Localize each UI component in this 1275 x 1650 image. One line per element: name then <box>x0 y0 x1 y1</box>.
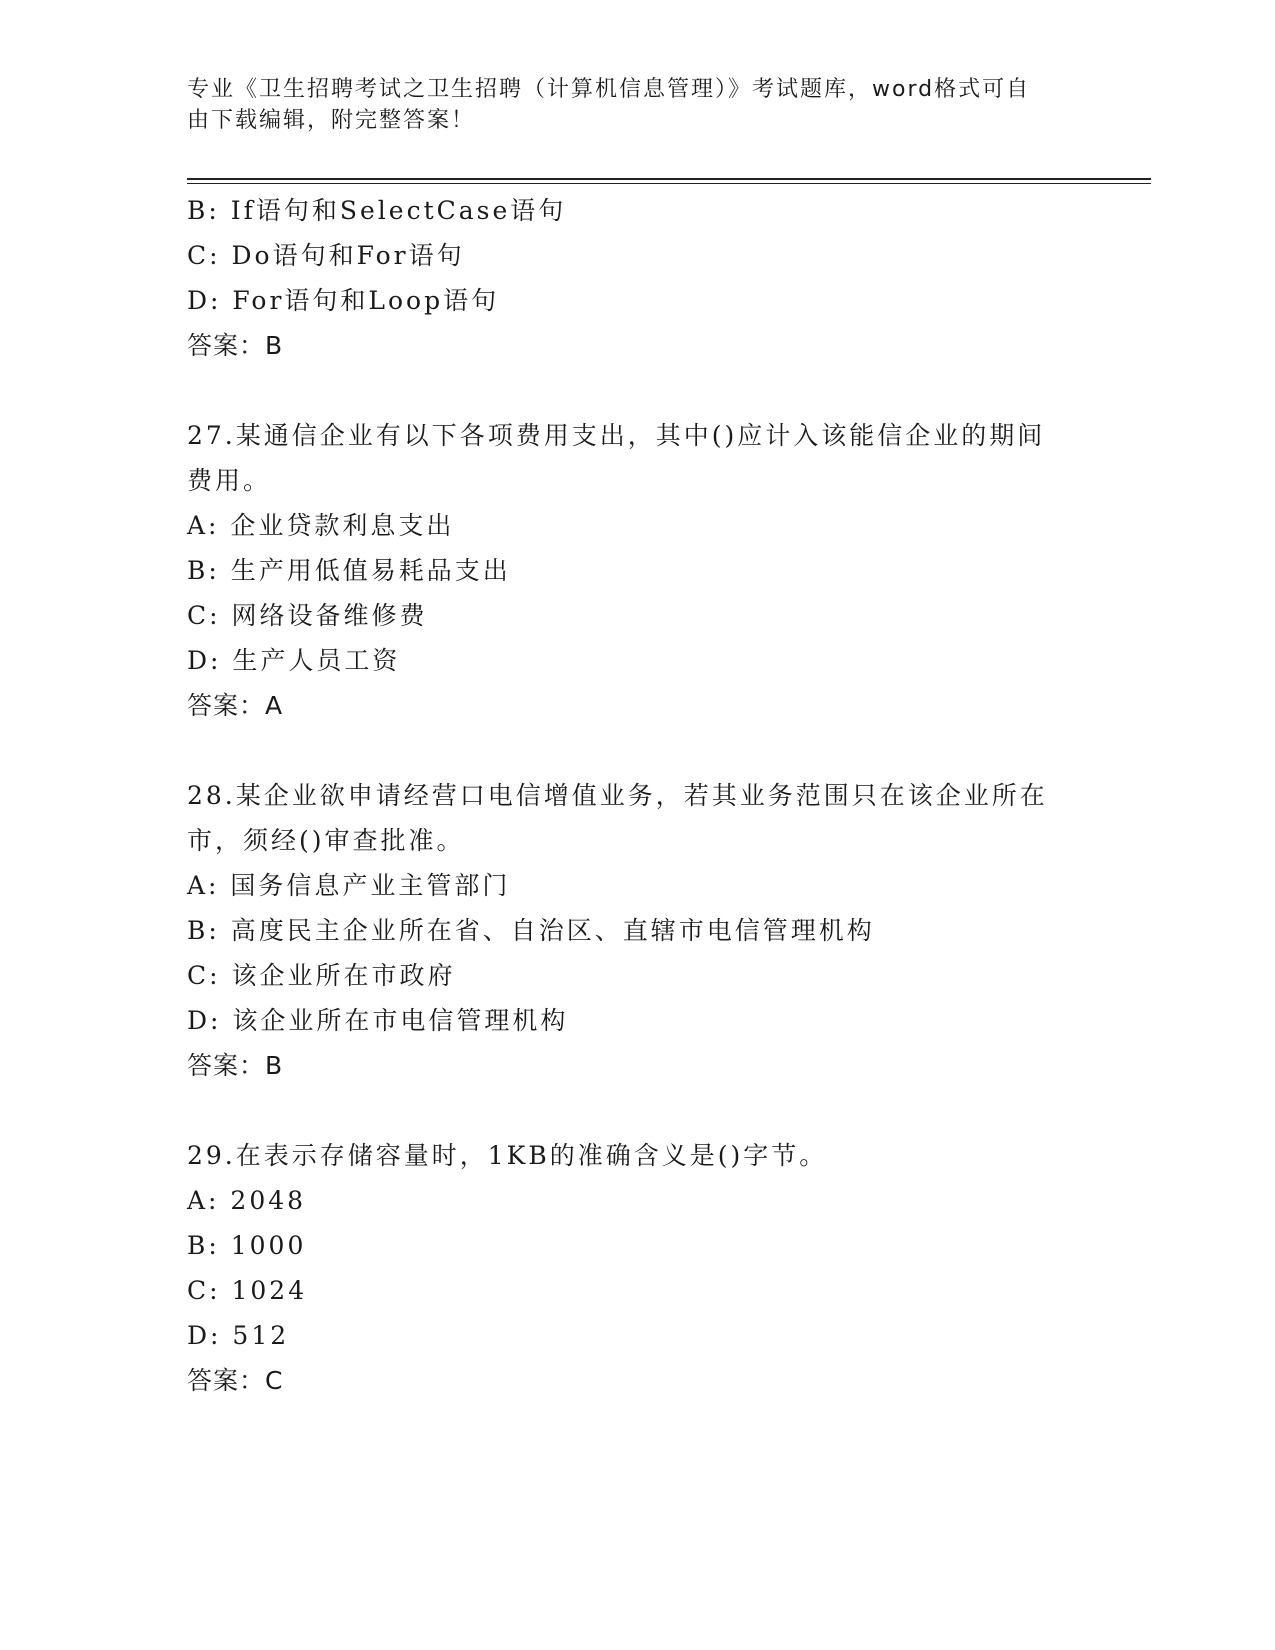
option-c: C: Do语句和For语句 <box>187 241 465 270</box>
question-stem <box>187 773 1067 863</box>
option-b: B: 高度民主企业所在省、自治区、直辖市电信管理机构 <box>187 916 875 945</box>
question-stem-line-2: 费用。 <box>187 466 272 495</box>
option-b: B: 1000 <box>187 1231 307 1260</box>
option-d: D: For语句和Loop语句 <box>187 286 500 315</box>
option-c: C: 该企业所在市政府 <box>187 961 456 990</box>
question-stem <box>187 413 1067 503</box>
option-d: D: 512 <box>187 1321 290 1350</box>
header-line-1: 专业《卫生招聘考试之卫生招聘（计算机信息管理）》考试题库，word格式可自 <box>187 77 1031 102</box>
document-header <box>187 74 1067 136</box>
question-26-tail <box>187 188 1087 368</box>
question-stem-line-1: 29.在表示存储容量时，1KB的准确含义是()字节。 <box>187 1141 828 1170</box>
option-a: A: 企业贷款利息支出 <box>187 511 455 540</box>
question-stem <box>187 1133 1067 1178</box>
question-stem-line-1: 27.某通信企业有以下各项费用支出，其中()应计入该能信企业的期间 <box>187 421 1046 450</box>
answer-label: 答案：B <box>187 331 284 360</box>
question-28 <box>187 773 1087 1088</box>
option-b: B: 生产用低值易耗品支出 <box>187 556 511 585</box>
option-c: C: 1024 <box>187 1276 308 1305</box>
option-b: B: If语句和SelectCase语句 <box>187 196 567 225</box>
header-line-2: 由下载编辑，附完整答案！ <box>187 108 476 133</box>
option-d: D: 生产人员工资 <box>187 646 401 675</box>
question-27 <box>187 413 1087 728</box>
option-c: C: 网络设备维修费 <box>187 601 428 630</box>
option-a: A: 国务信息产业主管部门 <box>187 871 511 900</box>
option-a: A: 2048 <box>187 1186 307 1215</box>
answer-label: 答案：B <box>187 1051 284 1080</box>
option-d: D: 该企业所在市电信管理机构 <box>187 1006 569 1035</box>
question-stem-line-1: 28.某企业欲申请经营口电信增值业务，若其业务范围只在该企业所在 <box>187 781 1048 810</box>
answer-label: 答案：C <box>187 1366 284 1395</box>
question-stem-line-2: 市，须经()审查批准。 <box>187 826 465 855</box>
question-list <box>187 188 1087 1403</box>
header-rule-thin <box>187 183 1151 184</box>
question-29 <box>187 1133 1087 1403</box>
header-rule-thick <box>187 178 1151 180</box>
answer-label: 答案：A <box>187 691 284 720</box>
